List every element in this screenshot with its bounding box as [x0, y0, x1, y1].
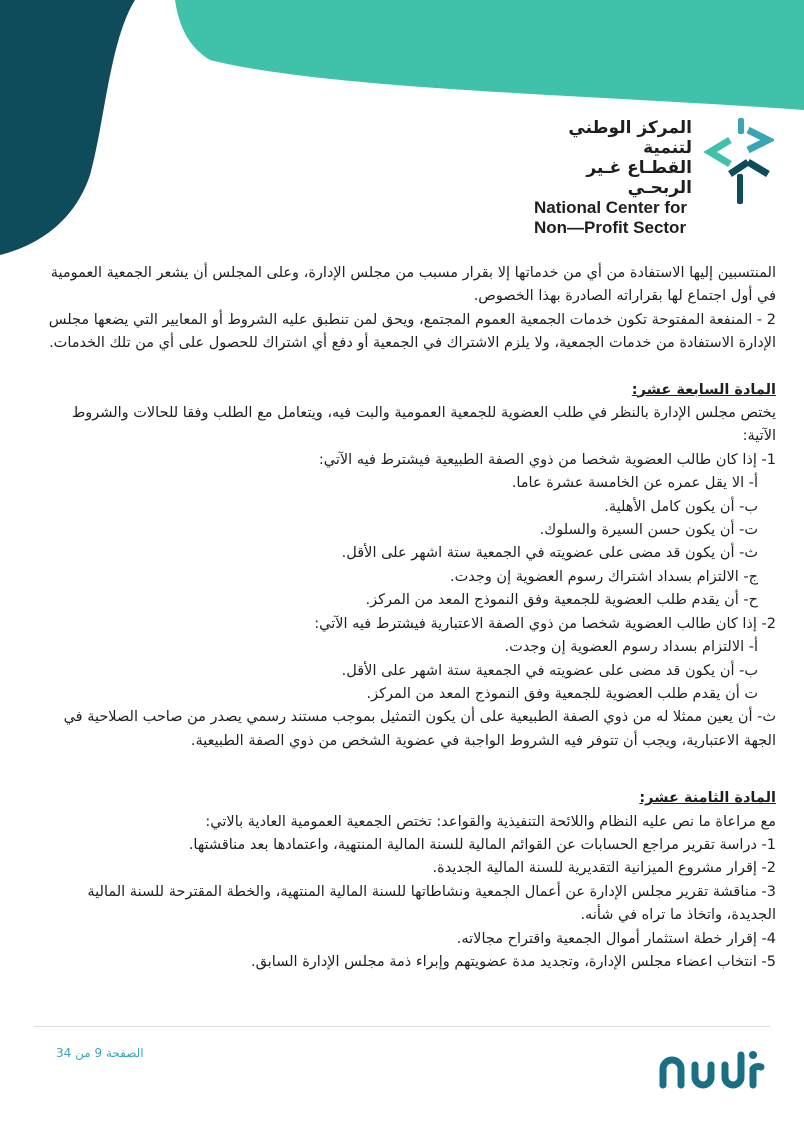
list-item: 1- إذا كان طالب العضوية شخصا من ذوي الصفة الطبيعية فيشترط فيه الآتي:	[318, 451, 776, 468]
list-item: 2- إذا كان طالب العضوية شخصا من ذوي الصفة الاعتبارية فيشترط فيه الآتي:	[314, 615, 776, 632]
document-body	[36, 262, 776, 974]
list-item: ث- أن يعين ممثلا له من ذوي الصفة الطبيعية على أن يكون التمثيل بموجب مستند رسمي يصدر من صاحب الصلاحية في الجهة الاعتبارية، ويجب أن تتوفر فيه الشروط الواجبة في عضوية الشخص من ذوي الصفة الطبيعية.	[63, 709, 776, 749]
nwu-brand-logo-icon	[657, 1047, 767, 1089]
list-item: 3- مناقشة تقرير مجلس الإدارة عن أعمال الجمعية ونشاطاتها للسنة المالية المنتهية، والخطة المقترحة للسنة المالية الجديدة، واتخاذ ما تراه في شأنه.	[87, 883, 776, 924]
paragraph: المنتسبين إليها الاستفادة من أي من خدماتها إلا بقرار مسبب من مجلس الإدارة، وعلى المجلس أن يشعر الجمعية العمومية في أول اجتماع لها بقراراته الصادرة بهذا الخصوص.	[50, 265, 776, 305]
list-item: أ- الا يقل عمره عن الخامسة عشرة عاما.	[511, 475, 758, 492]
paragraph: يختص مجلس الإدارة بالنظر في طلب العضوية للجمعية العمومية والبت فيه، ويتعامل مع الطلب وفقا للحالات والشروط الآتية:	[71, 405, 776, 445]
logo-arabic-line-2: القطـاع غـير الربحـي	[586, 158, 692, 198]
list-item: 1- دراسة تقرير مراجع الحسابات عن القوائم المالية للسنة المالية المنتهية، واعتمادها بعد مناقشتها.	[188, 836, 776, 853]
list-item: ت- أن يكون حسن السيرة والسلوك.	[539, 522, 758, 539]
article-18-heading: المادة الثامنة عشر:	[639, 790, 776, 807]
logo-english-line-1: National Center for	[534, 198, 688, 217]
logo-arabic-line-1: المركز الوطني لتنمية	[568, 118, 692, 158]
article-17-heading: المادة السابعة عشر:	[631, 381, 776, 398]
list-item: ب- أن يكون كامل الأهلية.	[604, 498, 758, 515]
list-item: 2- إقرار مشروع الميزانية التقديرية للسنة المالية الجديدة.	[432, 860, 776, 877]
list-item: ب- أن يكون قد مضى على عضويته في الجمعية ستة اشهر على الأقل.	[341, 662, 758, 679]
list-item: ج- الالتزام بسداد اشتراك رسوم العضوية إن وجدت.	[449, 568, 758, 585]
ncnp-logo	[534, 118, 774, 237]
list-item: ت أن يقدم طلب العضوية للجمعية وفق النموذج المعد من المركز.	[366, 685, 758, 702]
paragraph: 2 - المنفعة المفتوحة تكون خدمات الجمعية العموم المجتمع، ويحق لمن تنطبق عليه الشروط أو المعايير التي يضعها مجلس الإدارة الاستفادة من خدمات الجمعية، ولا يلزم الاشتراك في الجمعية أو دفع أي اشتراك للحصول على أي من تلك الخدمات.	[48, 311, 776, 352]
list-item: أ- الالتزام بسداد رسوم العضوية إن وجدت.	[504, 639, 758, 656]
paragraph: مع مراعاة ما نص عليه النظام واللائحة التنفيذية والقواعد: تختص الجمعية العمومية العادية بالاتي:	[205, 813, 776, 830]
list-item: ح- أن يقدم طلب العضوية للجمعية وفق النموذج المعد من المركز.	[365, 592, 758, 609]
logo-text	[534, 118, 692, 238]
list-item: ث- أن يكون قد مضى على عضويته في الجمعية ستة اشهر على الأقل.	[341, 545, 758, 562]
footer-divider	[34, 1026, 770, 1027]
logo-english-line-2: Non—Profit Sector	[534, 218, 687, 237]
list-item: 4- إقرار خطة استثمار أموال الجمعية واقتراح مجالاته.	[456, 930, 776, 947]
list-item: 5- انتخاب اعضاء مجلس الإدارة، وتجديد مدة عضويتهم وإبراء ذمة مجلس الإدارة السابق.	[251, 953, 776, 970]
page-number: الصفحة 9 من 34	[56, 1046, 144, 1060]
ncnp-chevron-logo-icon	[702, 118, 774, 213]
